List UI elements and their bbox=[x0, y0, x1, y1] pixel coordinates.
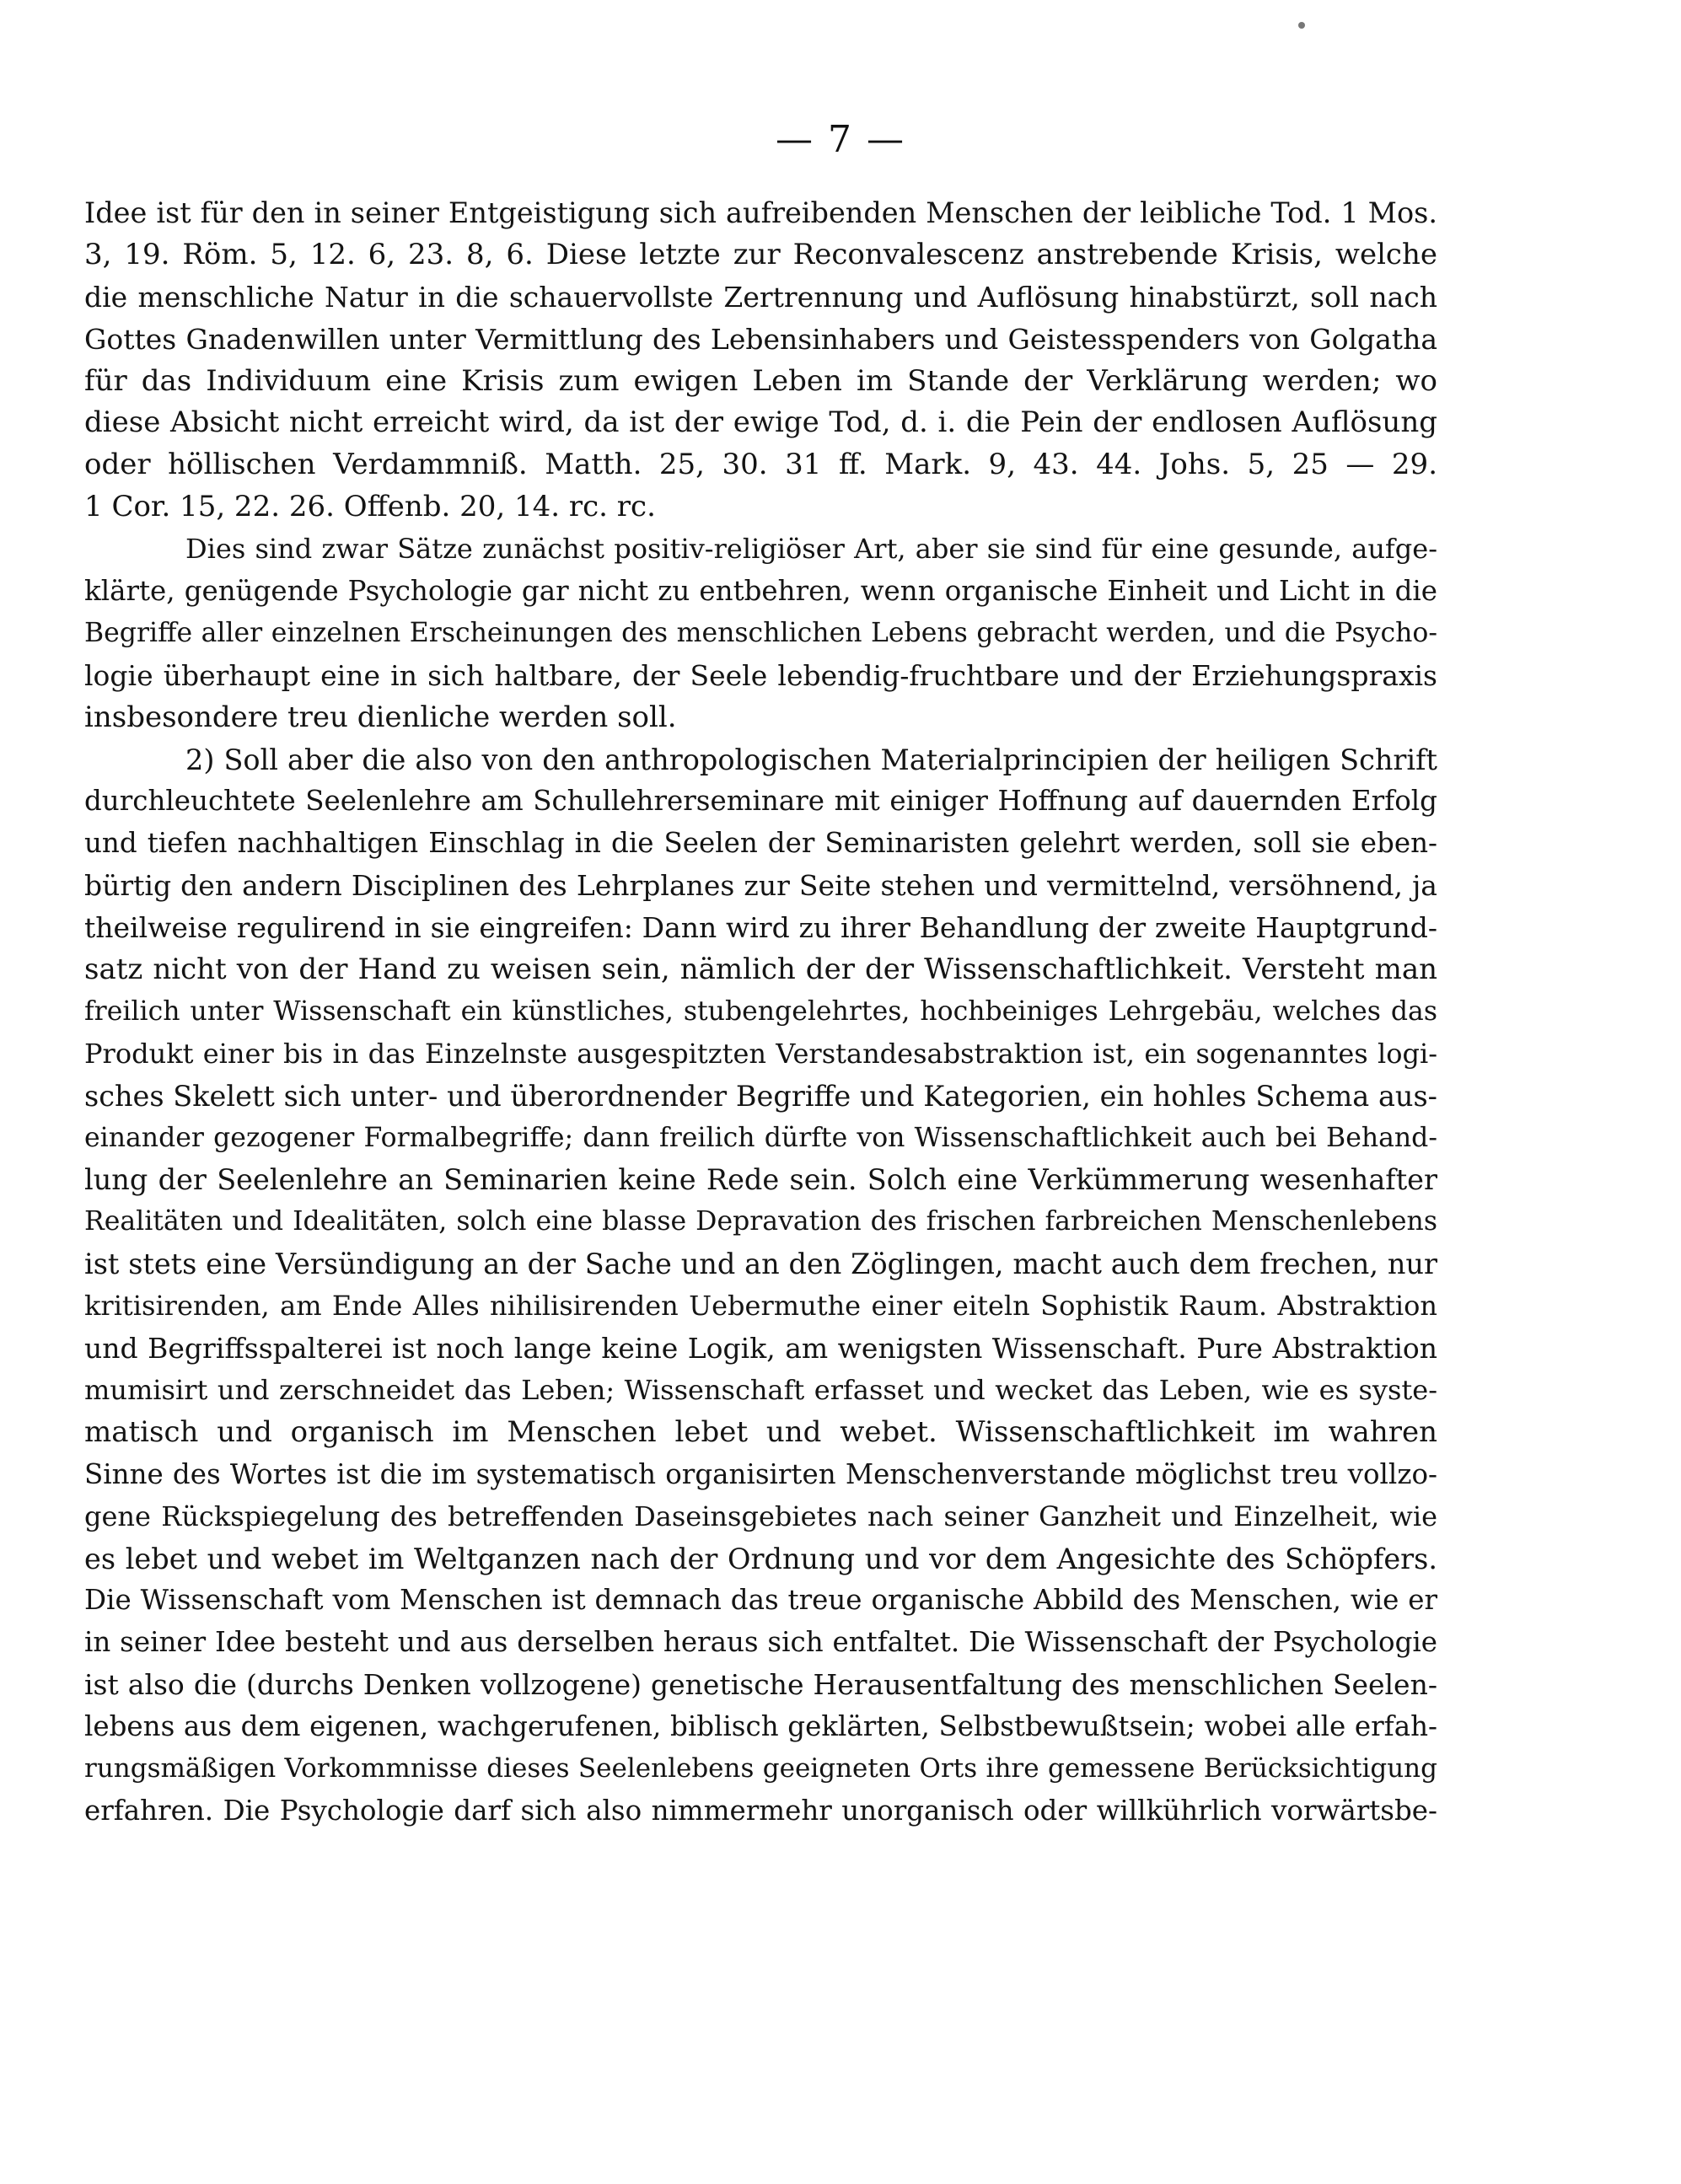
text-line: freilich unter Wissenschaft ein künstliches, stubengelehrtes, hochbeiniges Lehrgebäu, welches das bbox=[84, 995, 1437, 1027]
text-line: diese Absicht nicht erreicht wird, da ist der ewige Tod, d. i. die Pein der endlosen Auflösung bbox=[84, 405, 1437, 440]
text-line: Sinne des Wortes ist die im systematisch organisirten Menschenverstande möglichst treu vollzo- bbox=[84, 1457, 1437, 1490]
text-line: und tiefen nachhaltigen Einschlag in die Seelen der Seminaristen gelehrt werden, soll sie eben- bbox=[84, 827, 1437, 860]
text-line: Produkt einer bis in das Einzelnste ausgespitzten Verstandesabstraktion ist, ein sogenanntes logi- bbox=[84, 1037, 1437, 1070]
text-line: Begriffe aller einzelnen Erscheinungen des menschlichen Lebens gebracht werden, und die Psycho- bbox=[84, 617, 1437, 648]
text-line: bürtig den andern Disciplinen des Lehrplanes zur Seite stehen und vermittelnd, versöhnend, ja bbox=[84, 869, 1437, 903]
text-line: klärte, genügende Psychologie gar nicht zu entbehren, wenn organische Einheit und Licht in die bbox=[84, 575, 1437, 608]
text-line: Idee ist für den in seiner Entgeistigung sich aufreibenden Menschen der leibliche Tod. 1 Mos. bbox=[84, 196, 1437, 229]
text-line: die menschliche Natur in die schauervollste Zertrennung und Auflösung hinabstürzt, soll nach bbox=[84, 280, 1437, 314]
text-line: ist stets eine Versündigung an der Sache und an den Zöglingen, macht auch dem frechen, nur bbox=[84, 1248, 1437, 1281]
text-line: und Begriffsspalterei ist noch lange keine Logik, am wenigsten Wissenschaft. Pure Abstraktion bbox=[84, 1332, 1437, 1366]
page-number: — 7 — bbox=[776, 118, 905, 161]
text-line: erfahren. Die Psychologie darf sich also nimmermehr unorganisch oder willkührlich vorwärtsbe- bbox=[84, 1794, 1437, 1827]
text-line: Realitäten und Idealitäten, solch eine blasse Depravation des frischen farbreichen Menschenlebens bbox=[84, 1206, 1437, 1237]
text-line: matisch und organisch im Menschen lebet und webet. Wissenschaftlichkeit im wahren bbox=[84, 1414, 1437, 1449]
text-line: kritisirenden, am Ende Alles nihilisirenden Uebermuthe einer eiteln Sophistik Raum. Abstraktion bbox=[84, 1290, 1437, 1323]
text-line: 2) Soll aber die also von den anthropologischen Materialprincipien der heiligen Schrift bbox=[185, 743, 1437, 776]
text-line: Die Wissenschaft vom Menschen ist demnach das treue organische Abbild des Menschen, wie er bbox=[84, 1584, 1437, 1617]
text-line: ist also die (durchs Denken vollzogene) genetische Herausentfaltung des menschlichen Seelen- bbox=[84, 1668, 1437, 1702]
text-line: in seiner Idee besteht und aus derselben heraus sich entfaltet. Die Wissenschaft der Psychologie bbox=[84, 1626, 1437, 1659]
text-line: satz nicht von der Hand zu weisen sein, nämlich der der Wissenschaftlichkeit. Versteht man bbox=[84, 952, 1437, 987]
text-line: insbesondere treu dienliche werden soll. bbox=[84, 700, 677, 734]
ink-speck bbox=[1298, 22, 1305, 29]
text-line: mumisirt und zerschneidet das Leben; Wissenschaft erfasset und wecket das Leben, wie es syste- bbox=[84, 1373, 1437, 1406]
text-line: 1 Cor. 15, 22. 26. Offenb. 20, 14. rc. rc. bbox=[84, 490, 656, 524]
text-line: gene Rückspiegelung des betreffenden Daseinsgebietes nach seiner Ganzheit und Einzelheit, wie bbox=[84, 1500, 1437, 1532]
text-line: für das Individuum eine Krisis zum ewigen Leben im Stande der Verklärung werden; wo bbox=[84, 363, 1437, 398]
text-line: lung der Seelenlehre an Seminarien keine Rede sein. Solch eine Verkümmerung wesenhafter bbox=[84, 1163, 1437, 1197]
body-text bbox=[84, 192, 1437, 1833]
text-line: theilweise regulirend in sie eingreifen: Dann wird zu ihrer Behandlung der zweite Hauptgrund- bbox=[84, 911, 1437, 945]
text-line: Gottes Gnadenwillen unter Vermittlung des Lebensinhabers und Geistesspenders von Golgatha bbox=[84, 322, 1437, 356]
text-line: einander gezogener Formalbegriffe; dann freilich dürfte von Wissenschaftlichkeit auch bei Behand- bbox=[84, 1122, 1437, 1153]
text-line: 3, 19. Röm. 5, 12. 6, 23. 8, 6. Diese letzte zur Reconvalescenz anstrebende Krisis, welche bbox=[84, 237, 1437, 271]
text-line: sches Skelett sich unter- und überordnender Begriffe und Kategorien, ein hohles Schema aus- bbox=[84, 1079, 1437, 1113]
text-line: rungsmäßigen Vorkommnisse dieses Seelenlebens geeigneten Orts ihre gemessene Berücksichtigung bbox=[84, 1752, 1437, 1784]
text-line: es lebet und webet im Weltganzen nach der Ordnung und vor dem Angesichte des Schöpfers. bbox=[84, 1542, 1437, 1575]
text-line: lebens aus dem eigenen, wachgerufenen, biblisch geklärten, Selbstbewußtsein; wobei alle erfah- bbox=[84, 1710, 1437, 1743]
text-line: logie überhaupt eine in sich haltbare, der Seele lebendig-fruchtbare und der Erziehungspraxis bbox=[84, 658, 1437, 692]
text-line: oder höllischen Verdammniß. Matth. 25, 30. 31 ff. Mark. 9, 43. 44. Johs. 5, 25 — 29. bbox=[84, 448, 1437, 482]
text-line: durchleuchtete Seelenlehre am Schullehrerseminare mit einiger Hoffnung auf dauernden Erfolg bbox=[84, 785, 1437, 818]
text-line: Dies sind zwar Sätze zunächst positiv-religiöser Art, aber sie sind für eine gesunde, aufge- bbox=[185, 533, 1437, 566]
